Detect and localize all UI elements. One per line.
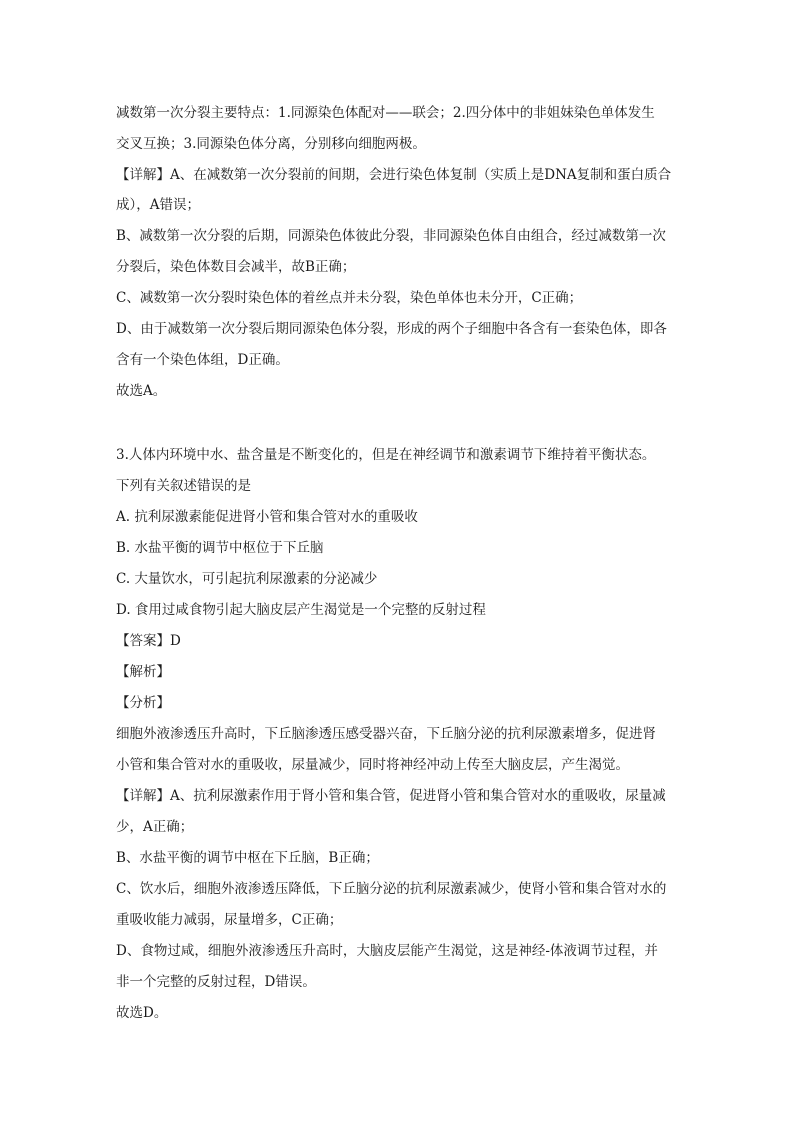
option-d: D. 食用过咸食物引起大脑皮层产生渴觉是一个完整的反射过程	[116, 602, 486, 618]
detail-line: 少，A正确；	[116, 819, 194, 835]
analysis-heading: 【解析】	[116, 664, 170, 680]
fenxi-heading: 【分析】	[116, 695, 170, 711]
detail-line: B、水盐平衡的调节中枢在下丘脑，B正确；	[116, 850, 379, 866]
option-a: A. 抗利尿激素能促进肾小管和集合管对水的重吸收	[116, 509, 418, 525]
detail-line: D、食物过咸，细胞外液渗透压升高时，大脑皮层能产生渴觉，这是神经-体液调节过程，并	[116, 943, 658, 959]
answer-line: 【答案】D	[116, 633, 181, 649]
detail-line: 成），A错误；	[116, 197, 200, 213]
question-stem-line: 下列有关叙述错误的是	[116, 478, 251, 494]
detail-line: 分裂后，染色体数目会减半，故B正确；	[116, 259, 356, 275]
conclusion-line: 故选A。	[116, 383, 167, 399]
detail-line: 含有一个染色体组，D正确。	[116, 352, 289, 368]
fenxi-line: 小管和集合管对水的重吸收，尿量减少，同时将神经冲动上传至大脑皮层，产生渴觉。	[116, 757, 629, 773]
question-stem-line: 3.人体内环境中水、盐含量是不断变化的，但是在神经调节和激素调节下维持着平衡状态。	[116, 447, 656, 463]
detail-line: 非一个完整的反射过程，D错误。	[116, 974, 316, 990]
conclusion-line: 故选D。	[116, 1005, 168, 1021]
fenxi-line: 细胞外液渗透压升高时，下丘脑渗透压感受器兴奋，下丘脑分泌的抗利尿激素增多，促进肾	[116, 726, 656, 742]
option-c: C. 大量饮水，可引起抗利尿激素的分泌减少	[116, 571, 378, 587]
detail-line: B、减数第一次分裂的后期，同源染色体彼此分裂，非同源染色体自由组合，经过减数第一次	[116, 228, 666, 244]
detail-line: C、减数第一次分裂时染色体的着丝点并未分裂，染色单体也未分开，C正确；	[116, 290, 583, 306]
detail-line: D、由于减数第一次分裂后期同源染色体分裂，形成的两个子细胞中各含有一套染色体，即各	[116, 321, 667, 337]
option-b: B. 水盐平衡的调节中枢位于下丘脑	[116, 540, 324, 556]
detail-line: 【详解】A、在减数第一次分裂前的间期，会进行染色体复制（实质上是DNA复制和蛋白质合	[116, 167, 672, 183]
detail-line: C、饮水后，细胞外液渗透压降低，下丘脑分泌的抗利尿激素减少，使肾小管和集合管对水的	[116, 881, 667, 897]
analysis-line: 减数第一次分裂主要特点：1.同源染色体配对——联会；2.四分体中的非姐妹染色单体发生	[116, 105, 655, 121]
detail-line: 重吸收能力减弱，尿量增多，C正确；	[116, 912, 343, 928]
detail-line: 【详解】A、抗利尿激素作用于肾小管和集合管，促进肾小管和集合管对水的重吸收，尿量减	[116, 788, 666, 804]
analysis-line: 交叉互换；3.同源染色体分离，分别移向细胞两极。	[116, 136, 426, 152]
